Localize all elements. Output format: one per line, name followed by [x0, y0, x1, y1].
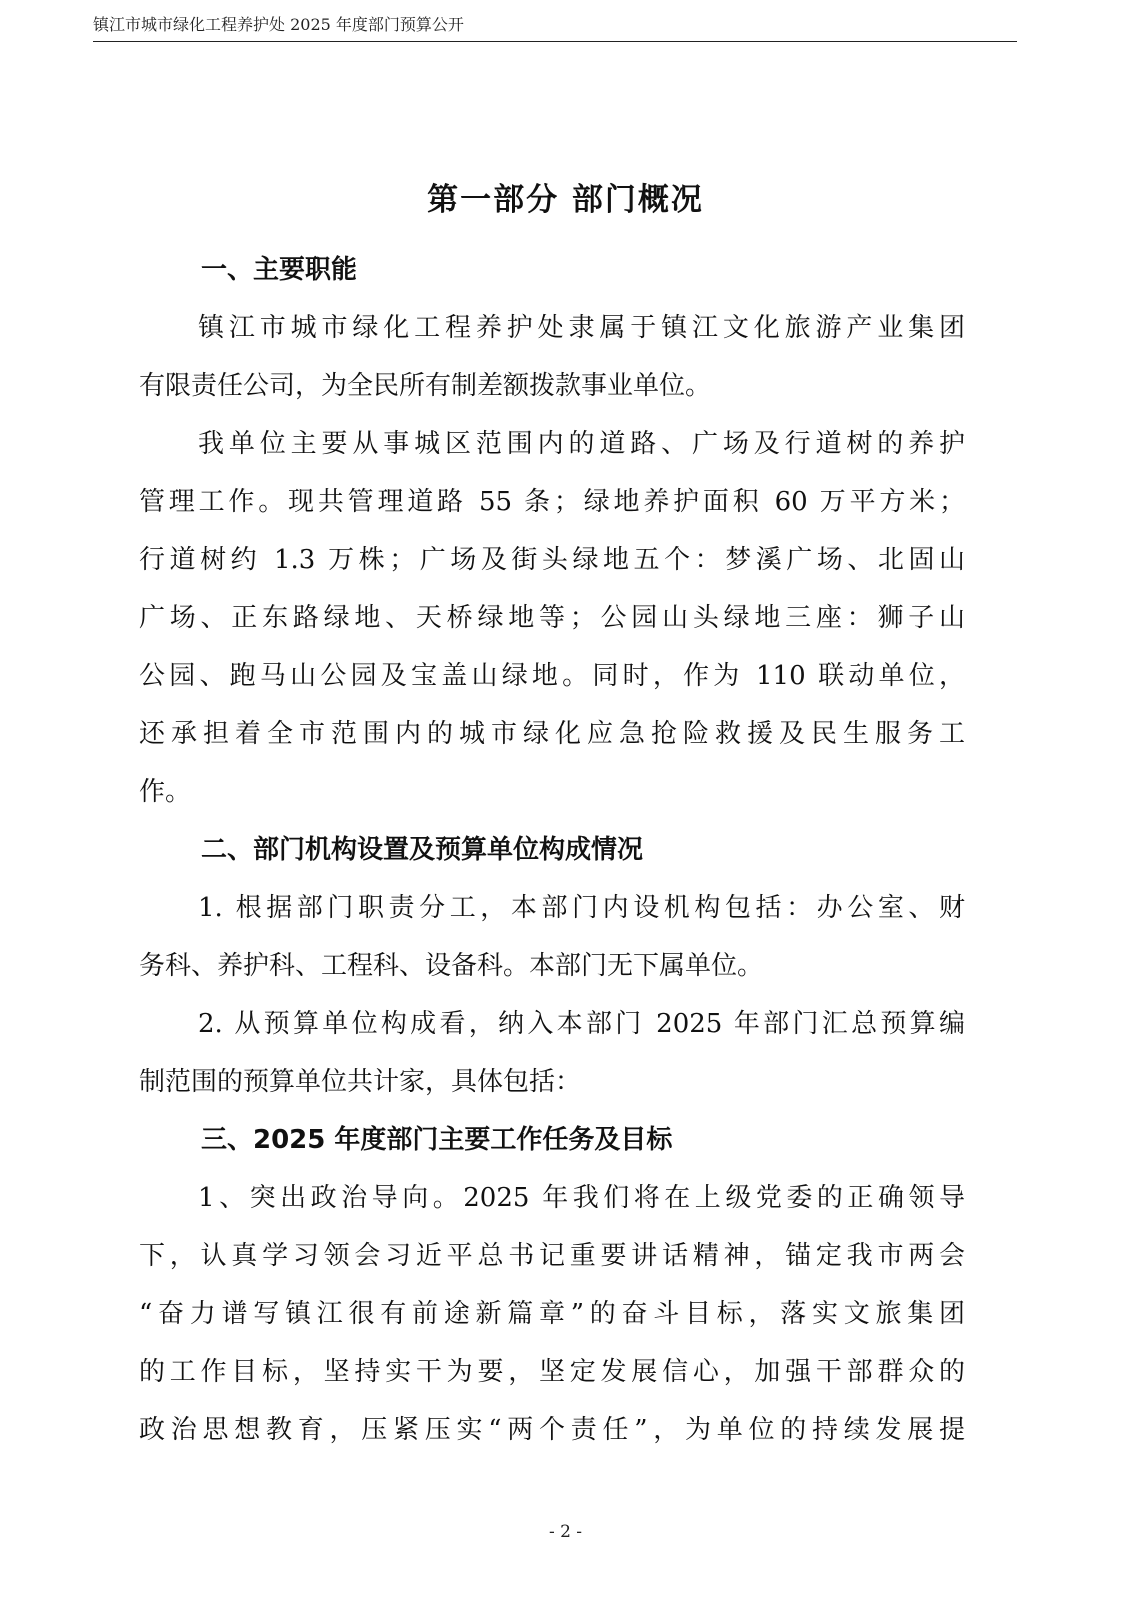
section-heading-organization: 二、部门机构设置及预算单位构成情况: [201, 835, 644, 865]
paragraph-line: 制范围的预算单位共计家，具体包括：: [139, 1067, 582, 1097]
paragraph-line: 行道树约 1.3 万株；广场及街头绿地五个：梦溪广场、北固山: [139, 545, 965, 575]
document-title: 第一部分 部门概况: [427, 182, 704, 218]
paragraph-line: 有限责任公司，为全民所有制差额拨款事业单位。: [139, 371, 712, 401]
running-header: 镇江市城市绿化工程养护处 2025 年度部门预算公开: [93, 14, 1017, 42]
paragraph-line: 作。: [139, 777, 192, 807]
paragraph-line: 下，认真学习领会习近平总书记重要讲话精神，锚定我市两会: [139, 1241, 965, 1271]
paragraph-line: 务科、养护科、工程科、设备科。本部门无下属单位。: [139, 951, 764, 981]
paragraph-line: 管理工作。现共管理道路 55 条；绿地养护面积 60 万平方米；: [139, 487, 965, 517]
section-heading-tasks: 三、2025 年度部门主要工作任务及目标: [201, 1125, 673, 1155]
paragraph-line: 镇江市城市绿化工程养护处隶属于镇江文化旅游产业集团: [198, 313, 965, 343]
paragraph-line: 还承担着全市范围内的城市绿化应急抢险救援及民生服务工: [139, 719, 965, 749]
paragraph-line: 我单位主要从事城区范围内的道路、广场及行道树的养护: [198, 429, 965, 459]
paragraph-line: 公园、跑马山公园及宝盖山绿地。同时，作为 110 联动单位，: [139, 661, 965, 691]
section-heading-functions: 一、主要职能: [201, 255, 358, 285]
paragraph-line: 2. 从预算单位构成看，纳入本部门 2025 年部门汇总预算编: [198, 1009, 965, 1039]
paragraph-line: 政治思想教育，压紧压实“两个责任”，为单位的持续发展提: [139, 1415, 965, 1445]
paragraph-line: “奋力谱写镇江很有前途新篇章”的奋斗目标，落实文旅集团: [139, 1299, 965, 1329]
paragraph-line: 1. 根据部门职责分工，本部门内设机构包括：办公室、财: [198, 893, 965, 923]
paragraph-line: 广场、正东路绿地、天桥绿地等；公园山头绿地三座：狮子山: [139, 603, 965, 633]
paragraph-line: 的工作目标，坚持实干为要，坚定发展信心，加强干部群众的: [139, 1357, 965, 1387]
page-number: - 2 -: [548, 1522, 583, 1542]
paragraph-line: 1、突出政治导向。2025 年我们将在上级党委的正确领导: [198, 1183, 965, 1213]
